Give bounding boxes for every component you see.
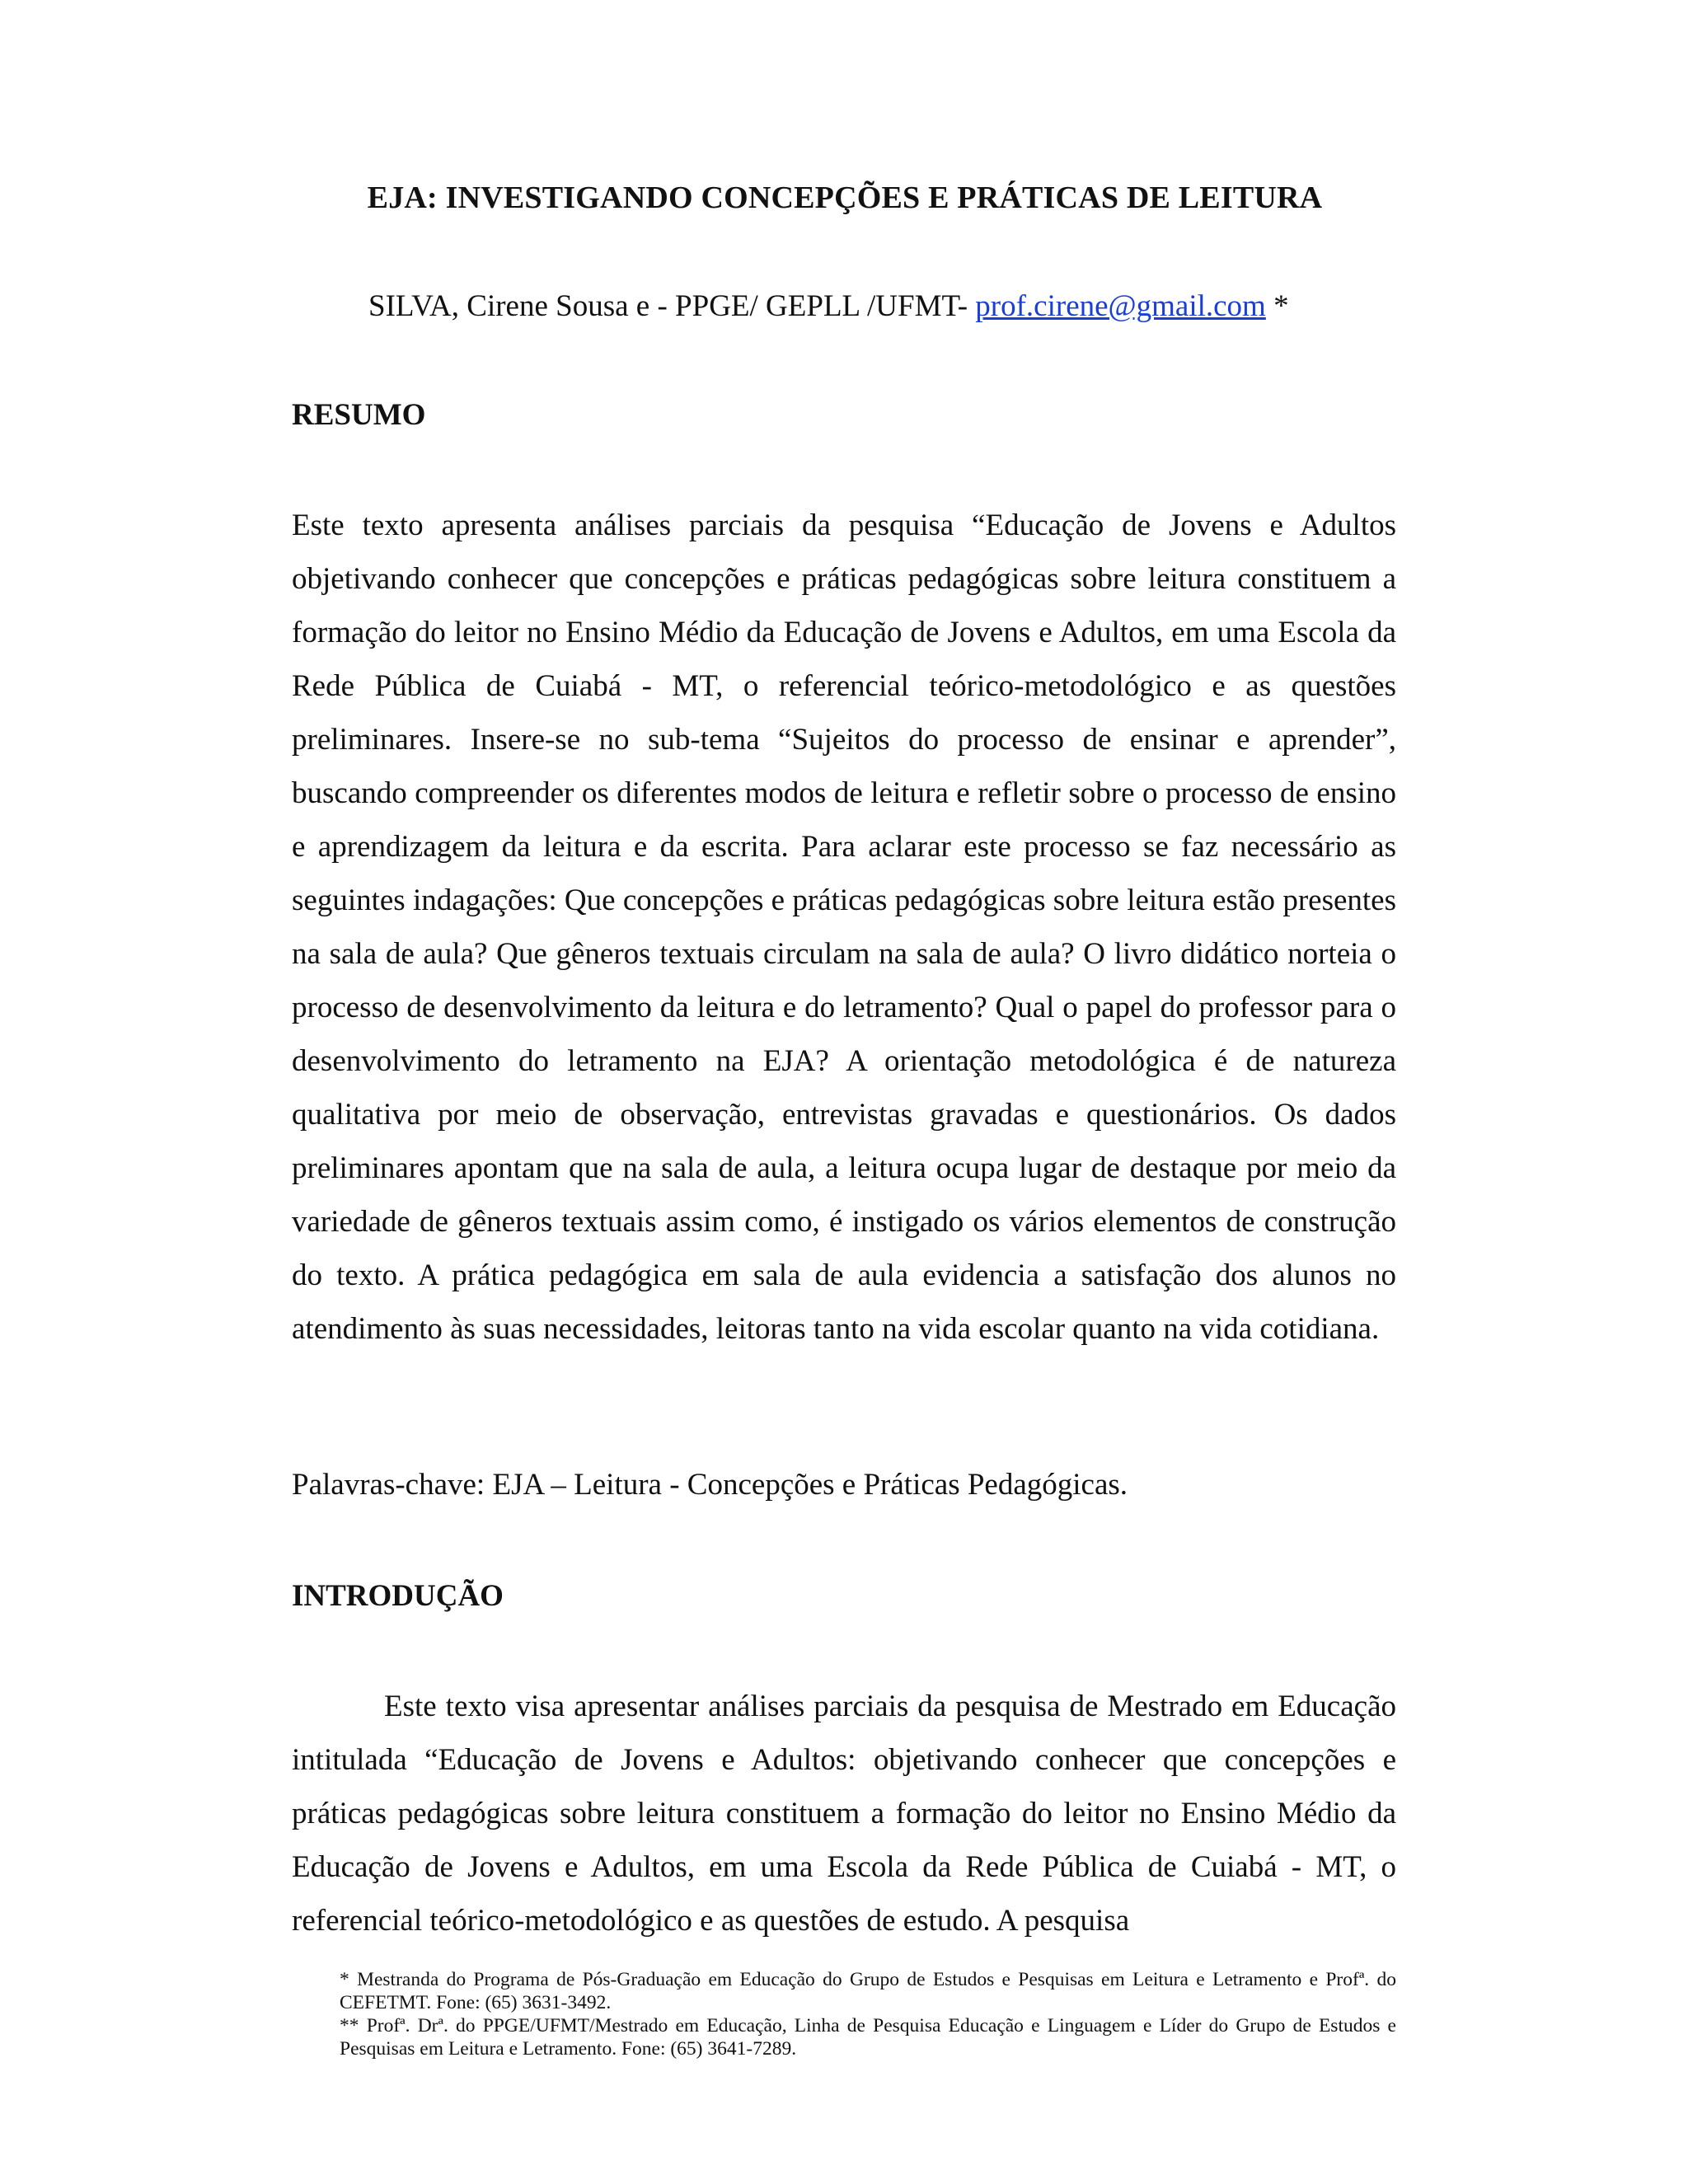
abstract-body: Este texto apresenta análises parciais da pesquisa “Educação de Jovens e Adultos objetivando conhecer que concepções e práticas pedagógicas sobre leitura constituem a formação do leitor no Ensino Médio da Educação de Jovens e Adultos, em uma Escola da Rede Pública de Cuiabá - MT, o referencial teórico-metodológico e as questões preliminares. Insere-se no sub-tema “Sujeitos do processo de ensinar e aprender”, buscando compreender os diferentes modos de leitura e refletir sobre o processo de ensino e aprendizagem da leitura e da escrita. Para aclarar este processo se faz necessário as seguintes indagações: Que concepções e práticas pedagógicas sobre leitura estão presentes na sala de aula? Que gêneros textuais circulam na sala de aula? O livro didático norteia o processo de desenvolvimento da leitura e do letramento? Qual o papel do professor para o desenvolvimento do letramento na EJA? A orientação metodológica é de natureza qualitativa por meio de observação, entrevistas gravadas e questionários. Os dados preliminares apontam que na sala de aula, a leitura ocupa lugar de destaque por meio da variedade de gêneros textuais assim como, é instigado os vários elementos de construção do texto. A prática pedagógica em sala de aula evidencia a satisfação dos alunos no atendimento às suas necessidades, leitoras tanto na vida escolar quanto na vida cotidiana. xyxy=(292,509,1396,1346)
introduction-body: Este texto visa apresentar análises parciais da pesquisa de Mestrado em Educação intitulada “Educação de Jovens e Adultos: objetivando conhecer que concepções e práticas pedagógicas sobre leitura constituem a formação do leitor no Ensino Médio da Educação de Jovens e Adultos, em uma Escola da Rede Pública de Cuiabá - MT, o referencial teórico-metodológico e as questões de estudo. A pesquisa xyxy=(292,1690,1396,1938)
footnotes xyxy=(340,1968,1396,2060)
introduction-heading: INTRODUÇÃO xyxy=(292,1579,504,1613)
paper-title: EJA: INVESTIGANDO CONCEPÇÕES E PRÁTICAS DE LEITURA xyxy=(367,180,1323,215)
resumo-heading: RESUMO xyxy=(292,398,426,432)
keywords: Palavras-chave: EJA – Leitura - Concepções e Práticas Pedagógicas. xyxy=(292,1468,1128,1502)
author-line xyxy=(368,288,1289,324)
author-footnote-marker: * xyxy=(1265,289,1289,323)
author-name: SILVA, Cirene Sousa e - PPGE/ GEPLL /UFMT- xyxy=(368,289,976,323)
footnote-1: * Mestranda do Programa de Pós-Graduação em Educação do Grupo de Estudos e Pesquisas em Leitura e Letramento e Profª. do CEFETMT. Fone: (65) 3631-3492. xyxy=(340,1969,1396,2013)
footnote-2: ** Profª. Drª. do PPGE/UFMT/Mestrado em Educação, Linha de Pesquisa Educação e Linguagem e Líder do Grupo de Estudos e Pesquisas em Leitura e Letramento. Fone: (65) 3641-7289. xyxy=(340,2015,1396,2060)
author-email-link[interactable]: prof.cirene@gmail.com xyxy=(975,289,1266,323)
